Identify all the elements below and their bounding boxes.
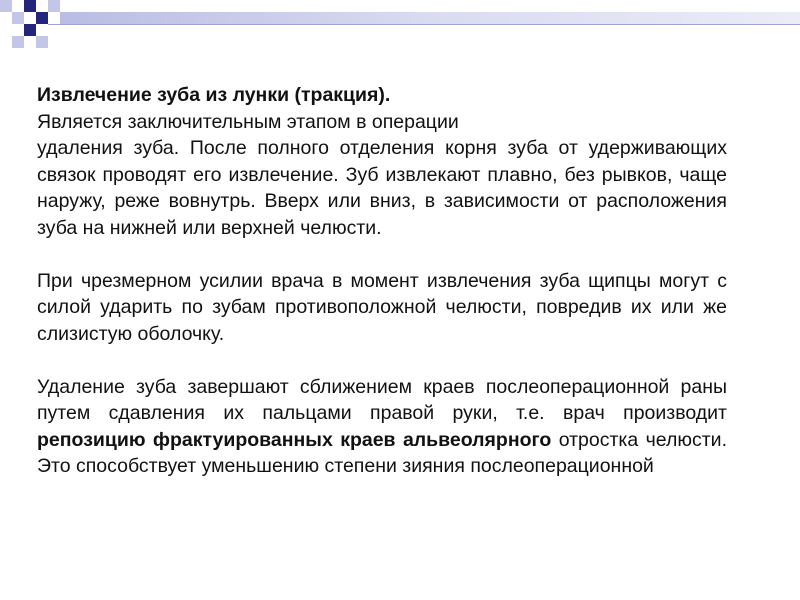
decor-square — [0, 0, 12, 12]
paragraph-1: удаления зуба. После полного отделения корня зуба от удерживающих связок проводят его извлечение. Зуб извлекают плавно, без рывков, чаще наружу, реже вовнутрь. Вверх или вниз, в зависимости от расположения зуба на нижней или верхней челюсти. — [37, 137, 727, 239]
header-band — [60, 12, 800, 24]
paragraph-3-bold-term: репозицию фрактуированных краев альвеолярного — [37, 428, 552, 451]
decor-square — [12, 36, 24, 48]
decor-square — [36, 36, 48, 48]
slide-title: Извлечение зуба из лунки (тракция). — [37, 84, 391, 106]
paragraph-3-text: отростка челюсти. Это способствует уменьшению степени зияния послеоперационной — [37, 428, 727, 477]
header-rule — [48, 24, 800, 25]
intro-line: Является заключительным этапом в операции — [37, 110, 459, 133]
decor-square — [12, 12, 24, 24]
paragraph-3-text: Удаление зуба завершают сближением краев послеоперационной раны путем сдавления их пальцами правой руки, т.е. врач производит — [37, 375, 727, 424]
decor-square — [48, 0, 60, 12]
decor-square — [36, 12, 48, 24]
decor-square — [24, 24, 36, 36]
paragraph-2: При чрезмерном усилии врача в момент извлечения зуба щипцы могут с силой ударить по зубам противоположной челюсти, повредив их или же слизистую оболочку. — [37, 269, 727, 345]
slide-body — [37, 82, 727, 480]
paragraph-spacer — [37, 241, 727, 268]
paragraph-spacer — [37, 347, 727, 374]
paragraph-3 — [37, 374, 727, 480]
decor-square — [24, 0, 36, 12]
